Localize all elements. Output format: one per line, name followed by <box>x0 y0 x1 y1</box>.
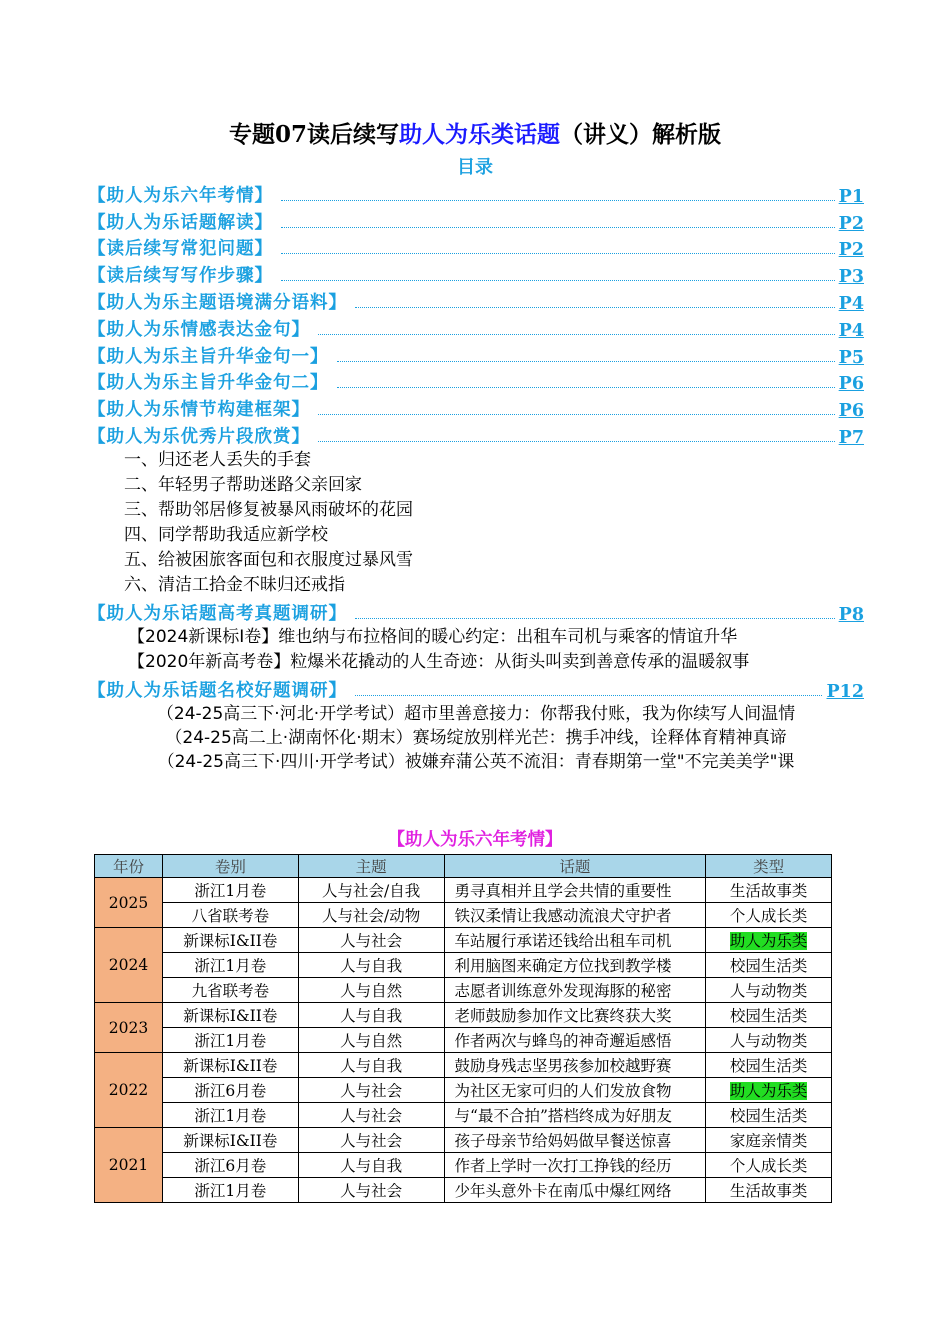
paper-cell: 浙江6月卷 <box>162 1078 298 1103</box>
topic-cell: 志愿者训练意外发现海豚的秘密 <box>444 978 706 1003</box>
type-cell: 个人成长类 <box>706 1153 832 1178</box>
topic-cell: 作者两次与蜂鸟的神奇邂逅感悟 <box>444 1028 706 1053</box>
toc-leader-dots <box>337 387 835 388</box>
toc-entry-label: 【助人为乐六年考情】 <box>88 185 273 206</box>
toc-page-number[interactable]: P4 <box>838 320 864 341</box>
toc-page-number[interactable]: P7 <box>838 427 864 448</box>
table-row <box>95 1078 832 1103</box>
toc-entry-label: 【助人为乐话题高考真题调研】 <box>88 603 347 624</box>
table-row <box>95 953 832 978</box>
toc-entry[interactable] <box>88 207 864 234</box>
type-cell: 校园生活类 <box>706 1053 832 1078</box>
toc-entry-label: 【助人为乐优秀片段欣赏】 <box>88 426 310 447</box>
table-row <box>95 1153 832 1178</box>
theme-cell: 人与自然 <box>298 978 444 1003</box>
table-row <box>95 928 832 953</box>
toc-leader-dots <box>281 280 835 281</box>
toc-school-item: （24-25高三下·河北·开学考试）超市里善意接力：你帮我付账，我为你续写人间温情 <box>156 703 796 724</box>
toc-page-number[interactable]: P8 <box>838 604 864 625</box>
type-cell <box>706 1078 832 1103</box>
toc-exam-item: 【2024新课标Ⅰ卷】维也纳与布拉格间的暖心约定：出租车司机与乘客的情谊升华 <box>128 626 738 647</box>
paper-cell: 八省联考卷 <box>162 903 298 928</box>
topic-cell: 利用脑图来确定方位找到教学楼 <box>444 953 706 978</box>
toc-leader-dots <box>337 361 835 362</box>
toc-leader-dots <box>355 307 835 308</box>
toc-entry-label: 【助人为乐话题解读】 <box>88 212 273 233</box>
toc-entry-label: 【助人为乐话题名校好题调研】 <box>88 680 347 701</box>
toc-heading: 目录 <box>457 157 493 178</box>
toc-leader-dots <box>281 253 835 254</box>
table-row <box>95 1003 832 1028</box>
toc-leader-dots <box>281 227 835 228</box>
toc-page-number[interactable]: P4 <box>838 293 864 314</box>
paper-cell: 浙江1月卷 <box>162 1178 298 1203</box>
toc-sub-item: 四、同学帮助我适应新学校 <box>124 524 328 545</box>
theme-cell: 人与社会 <box>298 1103 444 1128</box>
theme-cell: 人与社会/动物 <box>298 903 444 928</box>
table-row <box>95 1028 832 1053</box>
toc-sub-item: 二、年轻男子帮助迷路父亲回家 <box>124 474 362 495</box>
type-cell: 家庭亲情类 <box>706 1128 832 1153</box>
theme-cell: 人与自然 <box>298 1028 444 1053</box>
topic-cell: 老师鼓励参加作文比赛终获大奖 <box>444 1003 706 1028</box>
toc-entry[interactable] <box>88 260 864 287</box>
section-heading: 【助人为乐六年考情】 <box>387 830 563 850</box>
topic-cell: 鼓励身残志坚男孩参加校越野赛 <box>444 1053 706 1078</box>
paper-cell: 新课标I&II卷 <box>162 928 298 953</box>
paper-cell: 浙江1月卷 <box>162 953 298 978</box>
toc-entry-label: 【助人为乐情感表达金句】 <box>88 319 310 340</box>
col-header-topic: 话题 <box>444 855 706 878</box>
year-cell: 2024 <box>95 928 163 1003</box>
table-row <box>95 1128 832 1153</box>
theme-cell: 人与自我 <box>298 1003 444 1028</box>
type-cell: 个人成长类 <box>706 903 832 928</box>
table-of-contents <box>88 180 864 774</box>
toc-entry-label: 【读后续写常犯问题】 <box>88 239 273 260</box>
type-cell <box>706 928 832 953</box>
type-cell: 生活故事类 <box>706 1178 832 1203</box>
table-row <box>95 1103 832 1128</box>
toc-entry[interactable] <box>88 287 864 314</box>
toc-sub-item: 六、清洁工拾金不昧归还戒指 <box>124 574 345 595</box>
toc-leader-dots <box>318 334 835 335</box>
title-highlight: 助人为乐类话题 <box>399 121 560 148</box>
toc-entry[interactable] <box>88 180 864 207</box>
title-suffix: （讲义）解析版 <box>560 121 721 148</box>
toc-entry[interactable] <box>88 421 864 448</box>
toc-entry[interactable] <box>88 394 864 421</box>
theme-cell: 人与自我 <box>298 1053 444 1078</box>
year-cell: 2025 <box>95 878 163 928</box>
col-header-year: 年份 <box>95 855 163 878</box>
year-cell: 2022 <box>95 1053 163 1128</box>
paper-cell: 九省联考卷 <box>162 978 298 1003</box>
toc-entry[interactable] <box>88 314 864 341</box>
table-row <box>95 1178 832 1203</box>
table-header-row <box>95 855 832 878</box>
toc-page-number[interactable]: P6 <box>838 401 864 422</box>
table-row <box>95 1053 832 1078</box>
exam-table <box>94 854 832 1203</box>
document-title <box>0 116 950 149</box>
toc-sub-item: 五、给被困旅客面包和衣服度过暴风雪 <box>124 549 413 570</box>
toc-sub-item: 一、归还老人丢失的手套 <box>124 449 311 470</box>
col-header-paper: 卷别 <box>162 855 298 878</box>
year-cell: 2021 <box>95 1128 163 1203</box>
toc-entry-school[interactable] <box>88 675 864 702</box>
toc-entry[interactable] <box>88 234 864 261</box>
type-cell: 人与动物类 <box>706 1028 832 1053</box>
type-cell: 人与动物类 <box>706 978 832 1003</box>
toc-sub-item: 三、帮助邻居修复被暴风雨破坏的花园 <box>124 499 413 520</box>
toc-entry-label: 【助人为乐主旨升华金句二】 <box>88 373 329 394</box>
col-header-type: 类型 <box>706 855 832 878</box>
type-cell: 校园生活类 <box>706 1003 832 1028</box>
toc-entry-label: 【读后续写写作步骤】 <box>88 266 273 287</box>
toc-entry[interactable] <box>88 341 864 368</box>
paper-cell: 浙江1月卷 <box>162 1103 298 1128</box>
paper-cell: 新课标I&II卷 <box>162 1128 298 1153</box>
topic-cell: 为社区无家可归的人们发放食物 <box>444 1078 706 1103</box>
title-prefix: 专题07读后续写 <box>228 121 399 148</box>
toc-leader-dots <box>355 695 822 696</box>
paper-cell: 浙江1月卷 <box>162 878 298 903</box>
paper-cell: 浙江1月卷 <box>162 1028 298 1053</box>
toc-school-item: （24-25高三下·四川·开学考试）被嫌弃蒲公英不流泪：青春期第一堂"不完美美学"课 <box>157 751 795 772</box>
theme-cell: 人与社会 <box>298 1178 444 1203</box>
theme-cell: 人与社会/自我 <box>298 878 444 903</box>
toc-page-number[interactable]: P3 <box>838 267 864 288</box>
table-row <box>95 878 832 903</box>
topic-cell: 铁汉柔情让我感动流浪犬守护者 <box>444 903 706 928</box>
type-cell: 生活故事类 <box>706 878 832 903</box>
toc-page-number[interactable]: P2 <box>838 240 864 261</box>
theme-cell: 人与自我 <box>298 1153 444 1178</box>
topic-cell: 少年头意外卡在南瓜中爆红网络 <box>444 1178 706 1203</box>
table-row <box>95 903 832 928</box>
toc-school-item: （24-25高二上·湖南怀化·期末）赛场绽放别样光芒：携手冲线，诠释体育精神真谛 <box>165 727 787 748</box>
type-cell: 校园生活类 <box>706 1103 832 1128</box>
year-cell: 2023 <box>95 1003 163 1053</box>
highlighted-type: 助人为乐类 <box>729 932 808 950</box>
toc-page-number[interactable]: P1 <box>838 186 864 207</box>
paper-cell: 新课标I&II卷 <box>162 1003 298 1028</box>
toc-page-number[interactable]: P5 <box>838 347 864 368</box>
table-row <box>95 978 832 1003</box>
theme-cell: 人与社会 <box>298 1078 444 1103</box>
toc-page-number[interactable]: P6 <box>838 374 864 395</box>
topic-cell: 勇寻真相并且学会共情的重要性 <box>444 878 706 903</box>
paper-cell: 新课标I&II卷 <box>162 1053 298 1078</box>
topic-cell: 孩子母亲节给妈妈做早餐送惊喜 <box>444 1128 706 1153</box>
toc-leader-dots <box>281 200 835 201</box>
topic-cell: 作者上学时一次打工挣钱的经历 <box>444 1153 706 1178</box>
toc-entry[interactable] <box>88 368 864 395</box>
topic-cell: 与“最不合拍”搭档终成为好朋友 <box>444 1103 706 1128</box>
toc-leader-dots <box>318 441 835 442</box>
toc-page-number[interactable]: P2 <box>838 213 864 234</box>
theme-cell: 人与社会 <box>298 1128 444 1153</box>
toc-entry-label: 【助人为乐主旨升华金句一】 <box>88 346 329 367</box>
toc-leader-dots <box>355 618 835 619</box>
toc-entry-label: 【助人为乐主题语境满分语料】 <box>88 292 347 313</box>
toc-leader-dots <box>318 414 835 415</box>
theme-cell: 人与社会 <box>298 928 444 953</box>
toc-exam-item: 【2020年新高考卷】粒爆米花撬动的人生奇迹：从街头叫卖到善意传承的温暖叙事 <box>128 651 750 672</box>
type-cell: 校园生活类 <box>706 953 832 978</box>
highlighted-type: 助人为乐类 <box>729 1082 808 1100</box>
paper-cell: 浙江6月卷 <box>162 1153 298 1178</box>
col-header-theme: 主题 <box>298 855 444 878</box>
topic-cell: 车站履行承诺还钱给出租车司机 <box>444 928 706 953</box>
toc-entry-label: 【助人为乐情节构建框架】 <box>88 400 310 421</box>
toc-page-number[interactable]: P12 <box>826 681 864 702</box>
toc-entry-exam[interactable] <box>88 598 864 625</box>
theme-cell: 人与自我 <box>298 953 444 978</box>
